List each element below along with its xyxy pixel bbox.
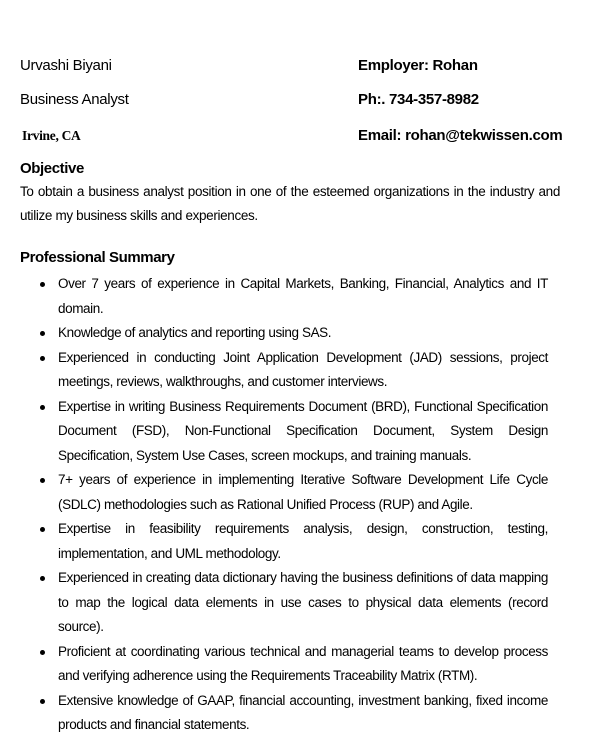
list-item-text: Expertise in feasibility requirements analysis, design, construction, testing, implementation, and UML methodology. (58, 521, 548, 561)
candidate-title: Business Analyst (20, 91, 129, 108)
bullet-icon (40, 405, 45, 410)
list-item-text: Expertise in writing Business Requirements Document (BRD), Functional Specification Document (FSD), Non-Functional Specification Document, System Design Specification, System Use Cases, screen mockups, and training manuals. (58, 398, 548, 463)
list-item-text: Knowledge of analytics and reporting using SAS. (58, 325, 332, 340)
bullet-icon (40, 699, 45, 704)
professional-summary-heading: Professional Summary (20, 249, 175, 266)
list-item (38, 689, 548, 738)
list-item-text: Over 7 years of experience in Capital Markets, Banking, Financial, Analytics and IT domain. (58, 276, 548, 316)
list-item (38, 566, 548, 640)
list-item (38, 346, 548, 395)
list-item (38, 468, 548, 517)
list-item (38, 395, 548, 469)
bullet-icon (40, 576, 45, 581)
bullet-icon (40, 527, 45, 532)
list-item-text: Experienced in creating data dictionary having the business definitions of data mapping to map the logical data elements in use cases to physical data elements (record source). (58, 570, 548, 634)
candidate-location: Irvine, CA (22, 128, 81, 143)
bullet-icon (40, 282, 45, 287)
list-item (38, 640, 548, 689)
bullet-icon (40, 356, 45, 361)
employer-label: Employer: Rohan (358, 57, 478, 74)
candidate-name: Urvashi Biyani (20, 57, 112, 74)
bullet-icon (40, 331, 45, 336)
summary-list (38, 272, 548, 738)
list-item-text: Proficient at coordinating various technical and managerial teams to develop process and verifying adherence using the Requirements Traceability Matrix (RTM). (58, 643, 548, 683)
email-address: Email: rohan@tekwissen.com (358, 127, 563, 144)
phone-number: Ph:. 734-357-8982 (358, 91, 479, 108)
objective-heading: Objective (20, 160, 84, 177)
bullet-icon (40, 650, 45, 655)
bullet-icon (40, 478, 45, 483)
list-item-text: 7+ years of experience in implementing Iterative Software Development Life Cycle (SDLC) methodologies such as Rational Unified Process (RUP) and Agile. (58, 472, 548, 512)
list-item (38, 517, 548, 566)
list-item-text: Extensive knowledge of GAAP, financial accounting, investment banking, fixed income products and financial statements. (58, 692, 548, 732)
list-item (38, 321, 548, 346)
list-item (38, 272, 548, 321)
list-item-text: Experienced in conducting Joint Application Development (JAD) sessions, project meetings, reviews, walkthroughs, and customer interviews. (58, 349, 548, 389)
objective-text: To obtain a business analyst position in one of the esteemed organizations in the industry and utilize my business skills and experiences. (20, 184, 560, 223)
